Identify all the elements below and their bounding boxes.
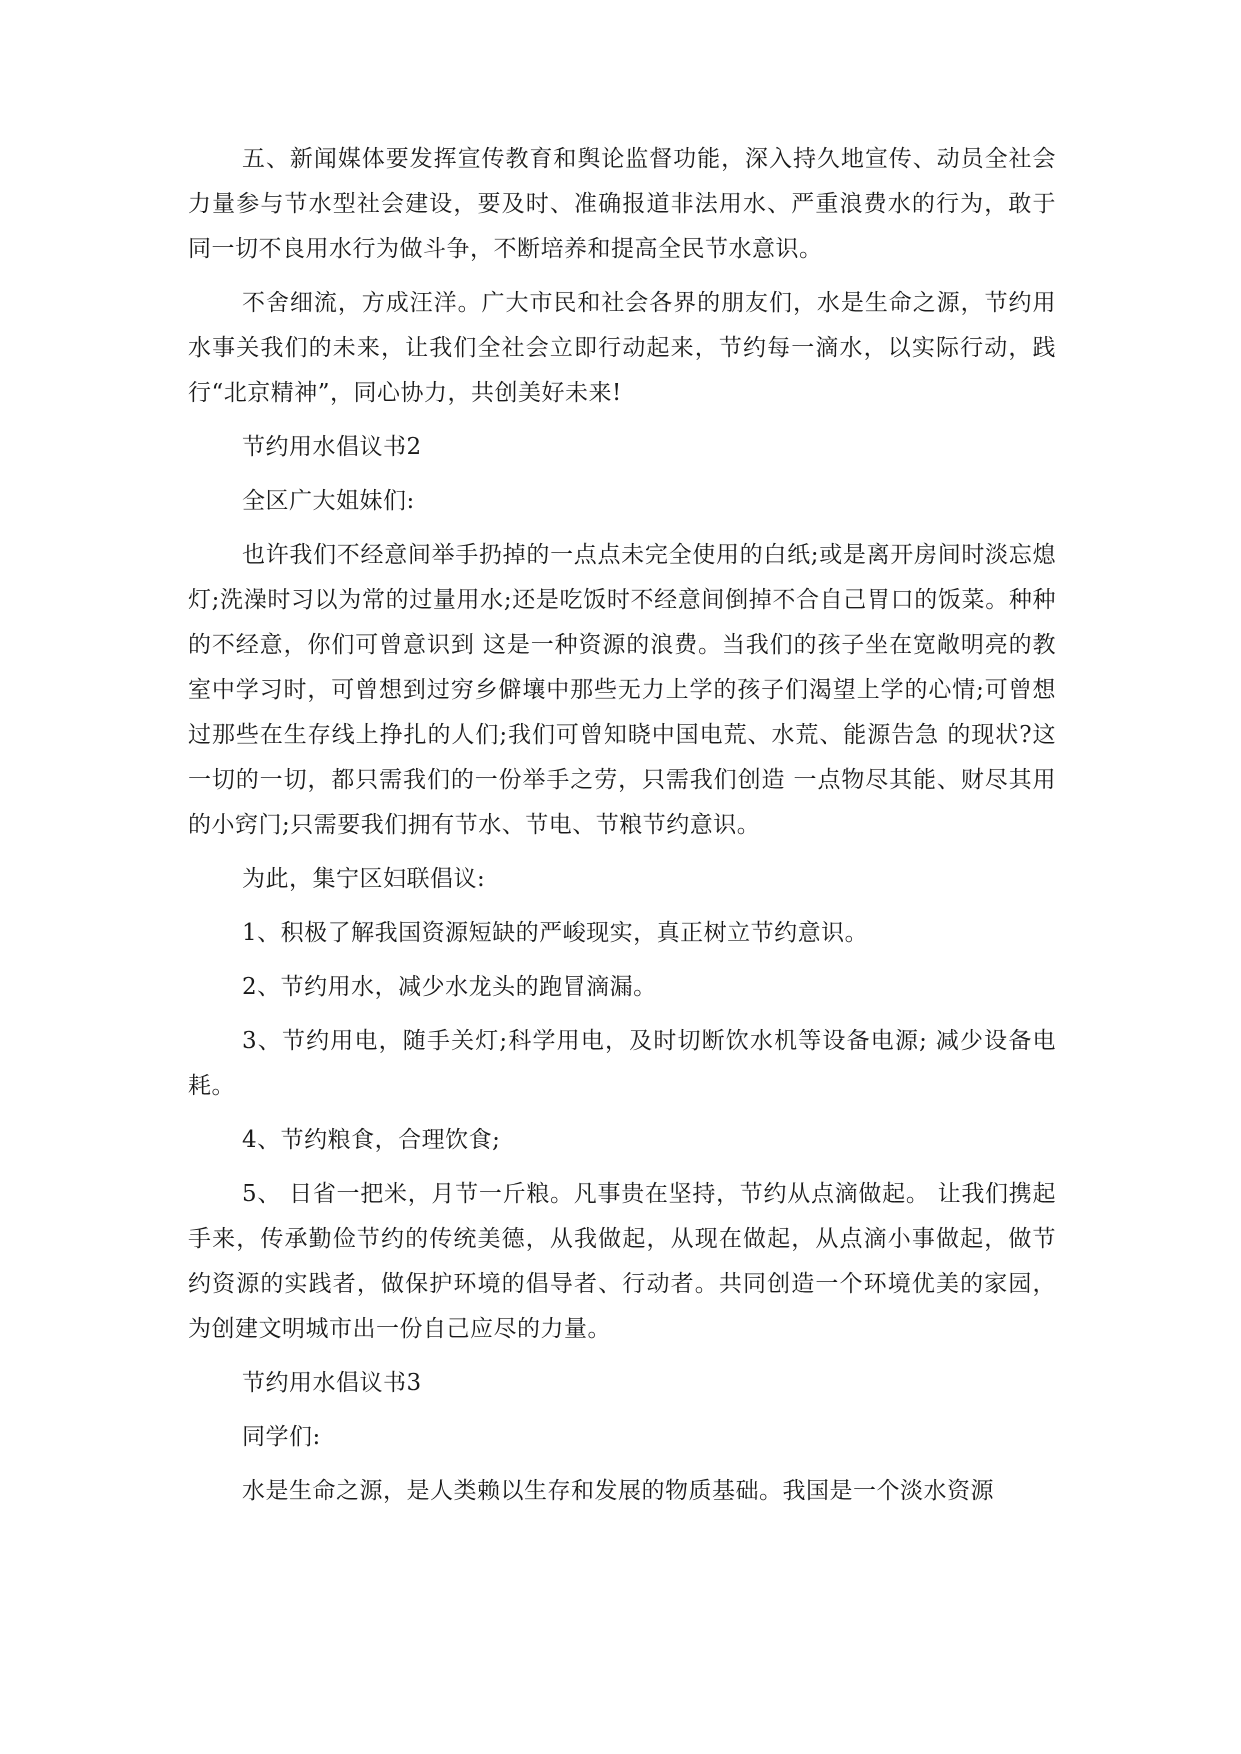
paragraph-closing-appeal: 不舍细流，方成汪洋。广大市民和社会各界的朋友们，水是生命之源，节约用水事关我们的未来，让我们全社会立即行动起来，节约每一滴水，以实际行动，践行“北京精神”，同心协力，共创美好未来! (188, 290, 1056, 406)
list-item-5: 5、 日省一把米，月节一斤粮。凡事贵在坚持，节约从点滴做起。 让我们携起手来，传承勤俭节约的传统美德，从我做起，从现在做起，从点滴小事做起，做节约资源的实践者，做保护环境的倡导者、行动者。共同创造一个环境优美的家园，为创建文明城市出一份自己应尽的力量。 (188, 1181, 1056, 1342)
salutation-sisters: 全区广大姐妹们: (242, 488, 415, 514)
paragraph-media-role: 五、新闻媒体要发挥宣传教育和舆论监督功能，深入持久地宣传、动员全社会力量参与节水型社会建设，要及时、准确报道非法用水、严重浪费水的行为，敢于同一切不良用水行为做斗争，不断培养和提高全民节水意识。 (188, 146, 1056, 262)
paragraph-waste-awareness: 也许我们不经意间举手扔掉的一点点未完全使用的白纸;或是离开房间时淡忘熄灯;洗澡时习以为常的过量用水;还是吃饭时不经意间倒掉不合自己胃口的饭菜。种种的不经意，你们可曾意识到 这是一种资源的浪费。当我们的孩子坐在宽敞明亮的教室中学习时，可曾想到过穷乡僻壤中那些无力上学的孩子们渴望上学的心情;可曾想过那些在生存线上挣扎的人们;我们可曾知晓中国电荒、水荒、能源告急 的现状?这一切的一切，都只需我们的一份举手之劳，只需我们创造 一点物尽其能、财尽其用的小窍门;只需要我们拥有节水、节电、节粮节约意识。 (188, 542, 1056, 838)
list-item-1: 1、积极了解我国资源短缺的严峻现实，真正树立节约意识。 (242, 920, 869, 946)
paragraph-water-source: 水是生命之源，是人类赖以生存和发展的物质基础。我国是一个淡水资源 (242, 1478, 994, 1504)
list-item-3: 3、节约用电，随手关灯;科学用电，及时切断饮水机等设备电源; 减少设备电耗。 (188, 1028, 1056, 1099)
section-title-2: 节约用水倡议书2 (242, 434, 422, 460)
initiative-intro: 为此，集宁区妇联倡议: (242, 866, 486, 892)
salutation-students: 同学们: (242, 1424, 321, 1450)
list-item-4: 4、节约粮食，合理饮食; (242, 1127, 501, 1153)
document-body (188, 137, 1056, 1523)
list-item-2: 2、节约用水，减少水龙头的跑冒滴漏。 (242, 974, 657, 1000)
section-title-3: 节约用水倡议书3 (242, 1370, 422, 1396)
